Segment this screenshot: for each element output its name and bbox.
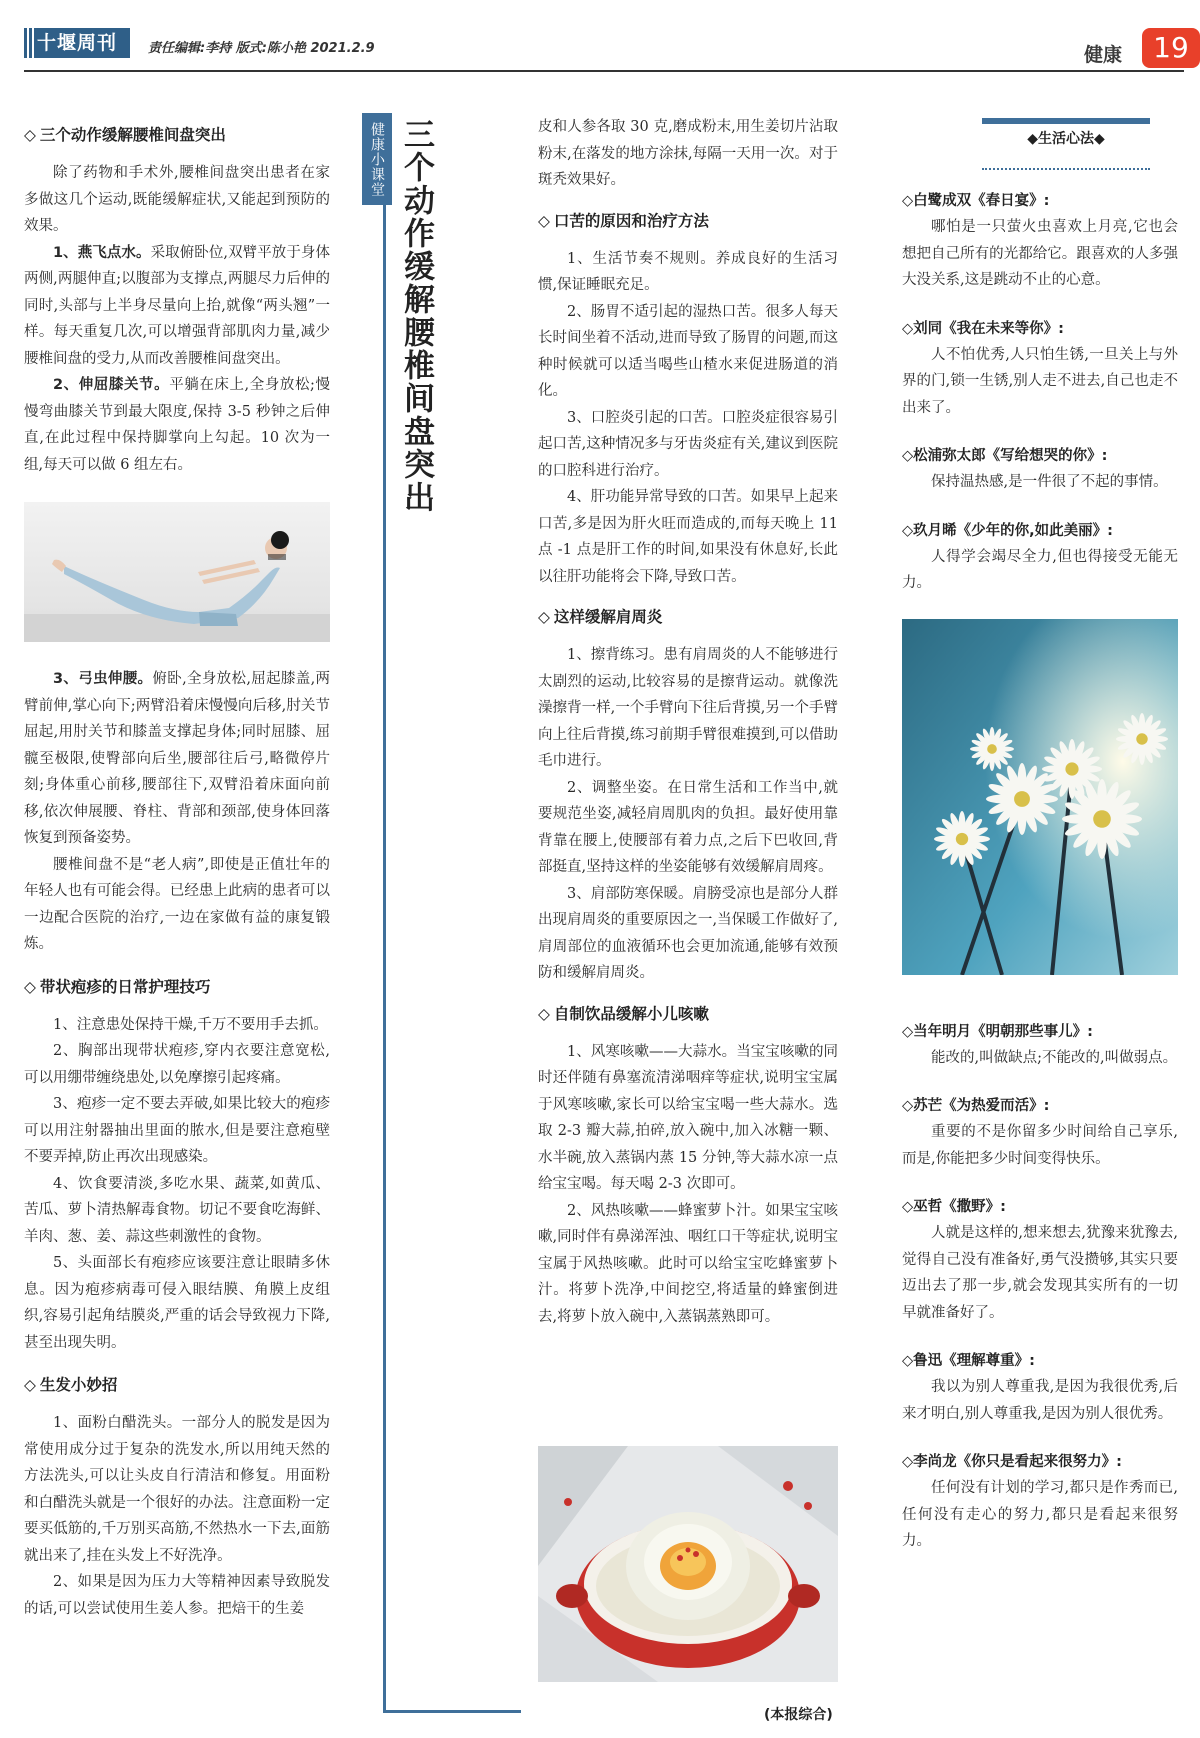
quote-source: ◇刘同《我在未来等你》: [902,320,1064,337]
paragraph: 1、注意患处保持干燥,千万不要用手去抓。 [53,1016,328,1033]
quote-block [902,1194,1178,1326]
header-rule [24,70,1184,72]
quote-text: 人不怕优秀,人只怕生锈,一旦关上与外界的门,锁一生锈,别人走不进去,自己也走不出来了。 [902,346,1178,416]
paragraph: 1、生活节奏不规则。养成良好的生活习惯,保证睡眠充足。 [538,250,838,293]
quote-source: ◇李尚龙《你只是看起来很努力》: [902,1454,1122,1470]
article-heading: ◇ 生发小妙招 [24,1376,118,1394]
quote-block [902,1019,1178,1072]
paragraph: 3、弓虫伸腰。俯卧,全身放松,屈起膝盖,两臂前伸,掌心向下;两臂沿着床慢慢向后移,肘关节屈起,用肘关节和膝盖支撑起身体;同时屈膝、屈髋至极限,使臀部向后坐,腰部往后弓,略微停片刻;身体重心前移,腰部往下,双臂沿着床面向前移,依次伸展腰、脊柱、背部和颈部,使身体回落恢复到预备姿势。 [24,671,331,846]
paragraph: 1、擦背练习。患有肩周炎的人不能够进行太剧烈的运动,比较容易的是擦背运动。就像洗澡擦背一样,一个手臂向下往后背摸,另一个手臂向上往后背摸,练习前期手臂很难摸到,可以借助毛巾进行。 [538,647,838,769]
paragraph: 皮和人参各取 30 克,磨成粉末,用生姜切片沾取粉末,在落发的地方涂抹,每隔一天用一次。对于斑秃效果好。 [538,119,838,188]
paragraph: 1、面粉白醋洗头。一部分人的脱发是因为常使用成分过于复杂的洗发水,所以用纯天然的方法洗头,可以让头皮自行清洁和修复。用面粉和白醋洗头就是一个很好的办法。注意面粉一定要买低筋的,千万别买高筋,不然热水一下去,面筋就出来了,挂在头发上不好洗净。 [24,1415,330,1564]
logo-stripe [24,28,36,58]
paragraph: 5、头面部长有疱疹应该要注意让眼睛多休息。因为疱疹病毒可侵入眼结膜、角膜上皮组织,容易引起角结膜炎,严重的话会导致视力下降,甚至出现失明。 [24,1255,330,1351]
article-heading: ◇ 口苦的原因和治疗方法 [538,211,709,230]
masthead [24,28,1189,72]
quote-block [902,1348,1178,1427]
quote-source: ◇苏芒《为热爱而活》: [902,1098,1050,1114]
quote-text: 重要的不是你留多少时间给自己享乐,而是,你能把多少时间变得快乐。 [902,1124,1178,1167]
paragraph: 2、调整坐姿。在日常生活和工作当中,就要规范坐姿,减轻肩周肌肉的负担。最好使用靠背靠在腰上,使腰部有着力点,之后下巴收回,背部挺直,坚持这样的坐姿能够有效缓解肩周疼。 [538,779,838,875]
quote-source: ◇鲁迅《理解尊重》: [902,1353,1035,1369]
article-heading: ◇ 带状疱疹的日常护理技巧 [24,977,211,996]
paragraph: 除了药物和手术外,腰椎间盘突出患者在家多做这几个运动,既能缓解症状,又能起到预防的效果。 [24,165,330,234]
feature-divider-horizontal [383,1710,521,1713]
quote-text: 人得学会竭尽全力,但也得接受无能无力。 [902,548,1178,591]
radish-honey-illustration [538,1446,838,1682]
radish-dessert-photo [538,1446,838,1682]
quote-block [902,518,1178,597]
paragraph: 3、疱疹一定不要去弄破,如果比较大的疱疹可以用注射器抽出里面的脓水,但是要注意疱壁不要弄掉,防止再次出现感染。 [24,1096,330,1165]
quote-block [902,1093,1178,1172]
quote-source: ◇白鹭成双《春日宴》: [902,193,1050,209]
quote-source: ◇松浦弥太郎《写给想哭的你》: [902,448,1108,464]
page-number-badge: 19 [1142,28,1200,68]
quote-source: ◇当年明月《明朝那些事儿》: [902,1023,1093,1040]
quote-source: ◇玖月晞《少年的你,如此美丽》: [902,522,1113,539]
quote-text: 能改的,叫做缺点;不能改的,叫做弱点。 [931,1049,1178,1066]
quote-block [902,188,1178,294]
paragraph: 4、饮食要清淡,多吃水果、蔬菜,如黄瓜、苦瓜、萝卜清热解毒食物。切记不要食吃海鲜、羊肉、葱、姜、蒜这些刺激性的食物。 [24,1175,330,1245]
article-heading: ◇ 自制饮品缓解小儿咳嗽 [538,1004,709,1023]
daisy-illustration [902,619,1178,975]
quote-text: 任何没有计划的学习,都只是作秀而已,任何没有走心的努力,都只是看起来很努力。 [902,1480,1178,1549]
column-left [24,122,330,1622]
quote-source: ◇巫哲《撒野》: [902,1199,1006,1215]
paragraph: 3、口腔炎引起的口苦。口腔炎症很容易引起口苦,这种情况多与牙齿炎症有关,建议到医院的口腔科进行治疗。 [538,409,838,479]
yoga-pose-illustration [24,502,330,642]
quote-text: 保持温热感,是一件很了不起的事情。 [931,474,1168,490]
daisy-flower [1062,779,1142,859]
daisy-flower [986,763,1058,835]
feature-divider-vertical [383,205,386,1713]
quote-block [902,1449,1178,1555]
daisy-flower [1116,713,1168,765]
source-credit: (本报综合) [764,1707,833,1723]
article-heading: ◇ 三个动作缓解腰椎间盘突出 [24,126,226,144]
life-wisdom-header: ◆生活心法◆ [982,118,1150,170]
paper-logo: 十堰周刊 [24,28,130,58]
column-right [902,188,1178,1577]
paragraph: 1、风寒咳嗽——大蒜水。当宝宝咳嗽的同时还伴随有鼻塞流清涕咽痒等症状,说明宝宝属于风寒咳嗽,家长可以给宝宝喝一些大蒜水。选取 2-3 瓣大蒜,拍碎,放入碗中,加入冰糖一颗、水半碗,放入蒸锅内蒸 15 分钟,等大蒜水凉一点给宝宝喝。每天喝 2-3 次即可。 [538,1043,838,1192]
daisy-flower [970,727,1014,771]
quote-text: 哪怕是一只萤火虫喜欢上月亮,它也会想把自己所有的光都给它。跟喜欢的人多强大没关系,这是跳动不止的心意。 [902,219,1178,288]
quote-block [902,443,1178,496]
paragraph: 1、燕飞点水。采取俯卧位,双臂平放于身体两侧,两腿伸直;以腹部为支撑点,两腿尽力后伸的同时,头部与上半身尽量向上抬,就像“两头翘”一样。每天重复几次,可以增强背部肌肉力量,减少腰椎间盘的受力,从而改善腰椎间盘突出。 [24,244,331,367]
paragraph: 4、肝功能异常导致的口苦。如果早上起来口苦,多是因为肝火旺而造成的,而每天晚上 11 点 -1 点是肝工作的时间,如果没有休息好,长此以往肝功能将会下降,导致口苦。 [538,489,838,585]
quote-block [902,316,1178,422]
paragraph: 2、肠胃不适引起的湿热口苦。很多人每天长时间坐着不活动,进而导致了肠胃的问题,而这种时候就可以适当喝些山楂水来促进肠道的消化。 [538,303,838,399]
feature-title: 三个动作缓解腰椎间盘突出 [398,118,434,514]
column-tag: 健康小课堂 [362,113,392,205]
column-middle [538,114,838,1330]
quote-text: 我以为别人尊重我,是因为我很优秀,后来才明白,别人尊重我,是因为别人很优秀。 [902,1379,1178,1422]
daisy-flower [934,811,990,867]
daisy-flowers-photo [902,619,1178,975]
yoga-photo [24,502,330,642]
editor-credits: 责任编辑:李持 版式:陈小艳 2021.2.9 [148,41,375,56]
paragraph: 2、风热咳嗽——蜂蜜萝卜汁。如果宝宝咳嗽,同时伴有鼻涕浑浊、咽红口干等症状,说明宝宝属于风热咳嗽。此时可以给宝宝吃蜂蜜萝卜汁。将萝卜洗净,中间挖空,将适量的蜂蜜倒进去,将萝卜放入碗中,入蒸锅蒸熟即可。 [538,1202,838,1325]
paragraph: 腰椎间盘不是“老人病”,即使是正值壮年的年轻人也有可能会得。已经患上此病的患者可以一边配合医院的治疗,一边在家做有益的康复锻炼。 [24,856,330,952]
paragraph: 3、肩部防寒保暖。肩膀受凉也是部分人群出现肩周炎的重要原因之一,当保暖工作做好了,肩周部位的血液循环也会更加流通,能够有效预防和缓解肩周炎。 [538,885,838,981]
paragraph: 2、伸屈膝关节。平躺在床上,全身放松;慢慢弯曲膝关节到最大限度,保持 3-5 秒钟之后伸直,在此过程中保持脚掌向上勾起。10 次为一组,每天可以做 6 组左右。 [24,377,330,473]
quote-text: 人就是这样的,想来想去,犹豫来犹豫去,觉得自己没有准备好,勇气没攒够,其实只要迈出去了那一步,就会发现其实所有的一切早就准备好了。 [902,1225,1178,1321]
section-name: 健康 [1084,44,1123,66]
paragraph: 2、如果是因为压力大等精神因素导致脱发的话,可以尝试使用生姜人参。把焙干的生姜 [24,1574,330,1617]
paragraph: 2、胸部出现带状疱疹,穿内衣要注意宽松,可以用绷带缠绕患处,以免摩擦引起疼痛。 [24,1043,330,1086]
article-heading: ◇ 这样缓解肩周炎 [538,608,663,626]
